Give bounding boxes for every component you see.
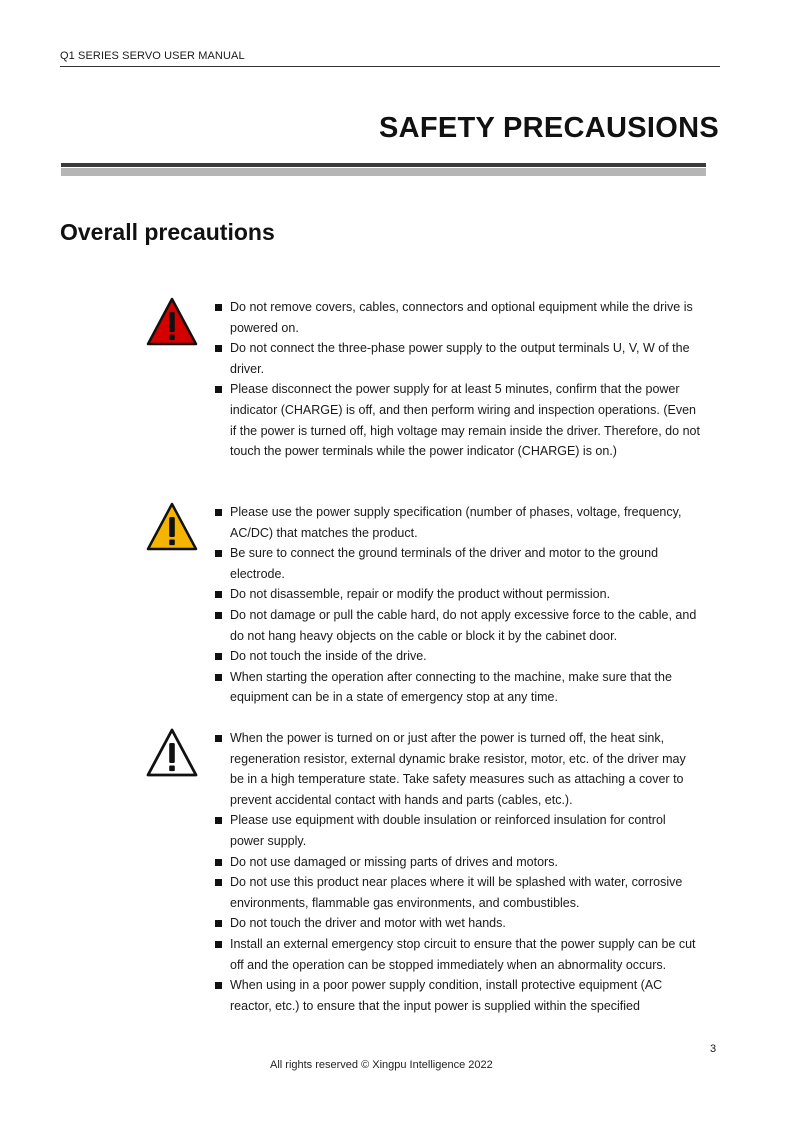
bullet-icon (215, 509, 222, 516)
list-item: Do not use damaged or missing parts of drives and motors. (214, 852, 700, 873)
bullet-icon (215, 386, 222, 393)
list-item: When using in a poor power supply condition, install protective equipment (AC reactor, etc.) to ensure that the input power is supplied within the specified (214, 975, 700, 1016)
bullet-icon (215, 941, 222, 948)
bullet-icon (215, 591, 222, 598)
list-item: Do not damage or pull the cable hard, do not apply excessive force to the cable, and do not hang heavy objects on the cable or block it by the cabinet door. (214, 605, 700, 646)
warning-list (214, 502, 700, 708)
page-number: 3 (710, 1043, 717, 1055)
bullet-icon (215, 859, 222, 866)
caution-triangle-icon (146, 728, 198, 778)
list-item: Do not touch the inside of the drive. (214, 646, 700, 667)
list-item: Please use the power supply specification (number of phases, voltage, frequency, AC/DC) that matches the product. (214, 502, 700, 543)
bullet-icon (215, 345, 222, 352)
danger-list (214, 297, 700, 462)
danger-triangle-icon (146, 297, 198, 347)
list-item: When the power is turned on or just after the power is turned off, the heat sink, regeneration resistor, external dynamic brake resistor, motor, etc. of the driver may be in a high temperature state. Take safety measures such as attaching a cover to prevent accidental contact with hands and parts (cables, etc.). (214, 728, 700, 810)
title-rule (61, 163, 706, 177)
section-heading: Overall precautions (60, 219, 275, 245)
bullet-icon (215, 735, 222, 742)
list-item: Please disconnect the power supply for at least 5 minutes, confirm that the power indicator (CHARGE) is off, and then perform wiring and inspection operations. (Even if the power is turned off, high voltage may remain inside the driver. Therefore, do not touch the power terminals while the power indicator (CHARGE) is on.) (214, 379, 700, 461)
bullet-icon (215, 612, 222, 619)
caution-list (214, 728, 700, 1016)
footer-copyright: All rights reserved © Xingpu Intelligence 2022 (270, 1059, 493, 1071)
bullet-icon (215, 817, 222, 824)
page-title: SAFETY PRECAUSIONS (378, 112, 719, 144)
bullet-icon (215, 674, 222, 681)
running-header-title: Q1 SERIES SERVO USER MANUAL (60, 50, 245, 62)
warning-triangle-icon (146, 502, 198, 552)
bullet-icon (215, 920, 222, 927)
list-item: Do not use this product near places where it will be splashed with water, corrosive environments, flammable gas environments, and combustibles. (214, 872, 700, 913)
bullet-icon (215, 982, 222, 989)
list-item: When starting the operation after connecting to the machine, make sure that the equipment can be in a state of emergency stop at any time. (214, 667, 700, 708)
bullet-icon (215, 879, 222, 886)
bullet-icon (215, 304, 222, 311)
list-item: Be sure to connect the ground terminals of the driver and motor to the ground electrode. (214, 543, 700, 584)
list-item: Install an external emergency stop circuit to ensure that the power supply can be cut off and the operation can be stopped immediately when an abnormality occurs. (214, 934, 700, 975)
list-item: Do not connect the three-phase power supply to the output terminals U, V, W of the driver. (214, 338, 700, 379)
title-rule-dark (61, 163, 706, 167)
list-item: Do not touch the driver and motor with wet hands. (214, 913, 700, 934)
running-header (60, 49, 720, 67)
list-item: Do not disassemble, repair or modify the product without permission. (214, 584, 700, 605)
title-rule-light (61, 168, 706, 176)
bullet-icon (215, 550, 222, 557)
list-item: Do not remove covers, cables, connectors and optional equipment while the drive is powered on. (214, 297, 700, 338)
bullet-icon (215, 653, 222, 660)
list-item: Please use equipment with double insulation or reinforced insulation for control power supply. (214, 810, 700, 851)
